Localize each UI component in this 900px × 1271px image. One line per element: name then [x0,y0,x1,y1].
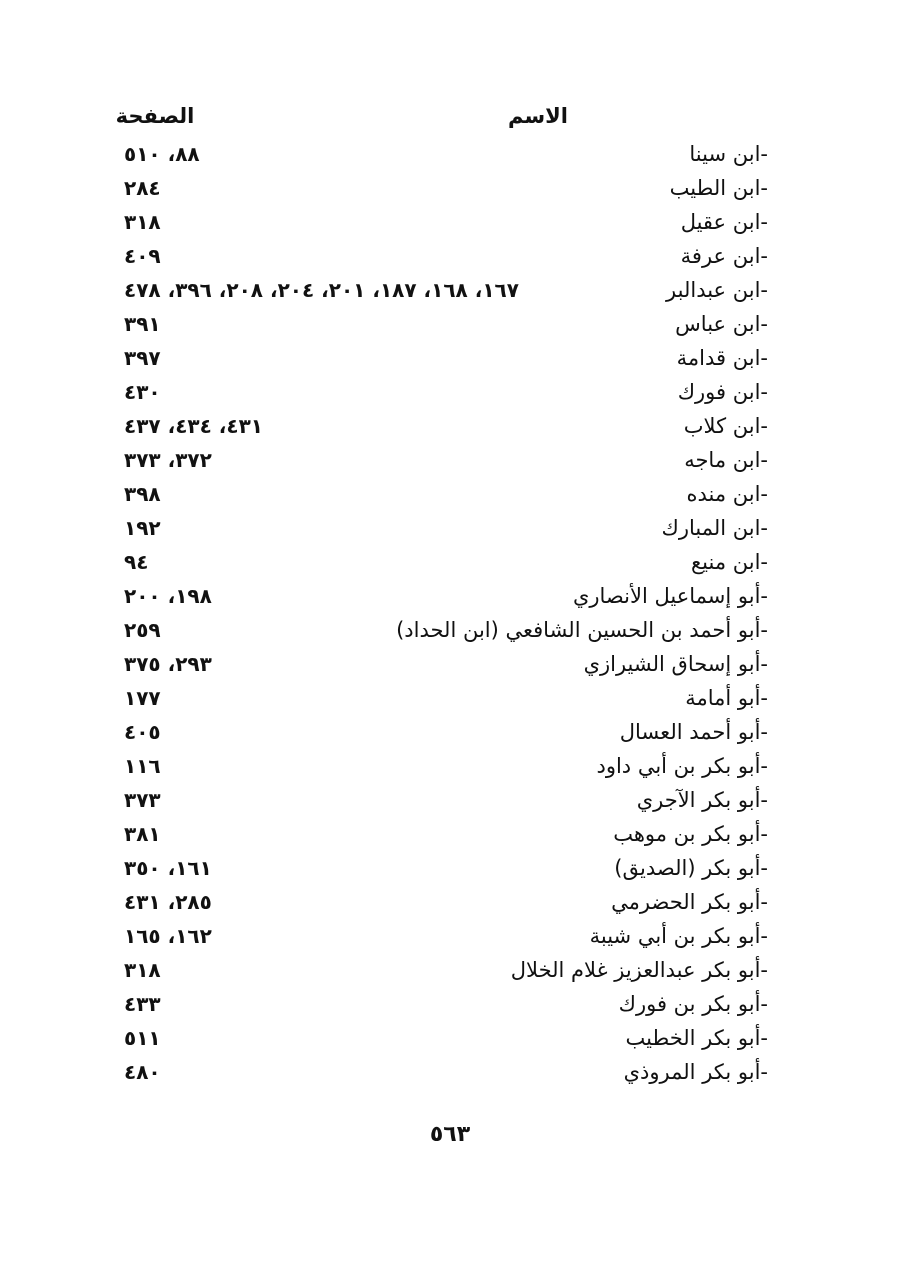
entry-name: -أبو بكر الآجري [636,788,768,812]
index-entry [0,480,900,514]
index-entry [0,140,900,174]
index-list [0,140,900,1092]
entry-name: -أبو إسماعيل الأنصاري [572,584,768,608]
name-column-heading: الاسم [508,104,568,128]
entry-name: -ابن عباس [675,312,768,336]
index-entry [0,956,900,990]
page-column-heading: الصفحة [115,104,195,128]
index-entry [0,378,900,412]
index-entry [0,990,900,1024]
entry-name: -ابن ماجه [684,448,768,472]
entry-name: -أبو بكر المروذي [623,1060,768,1084]
entry-pages: ٣٩١ [124,312,161,336]
entry-pages: ١٦٢، ١٦٥ [124,924,212,948]
entry-pages: ٤٣٣ [124,992,161,1016]
entry-pages: ٣٧٢، ٣٧٣ [124,448,212,472]
entry-name: -أبو بكر الحضرمي [611,890,768,914]
entry-pages: ٢٥٩ [124,618,161,642]
entry-name: -ابن عبدالبر [666,278,768,302]
entry-pages: ٣٧٣ [124,788,161,812]
index-entry [0,174,900,208]
entry-name: -أبو بكر (الصديق) [614,856,768,880]
entry-pages: ٢٩٣، ٣٧٥ [124,652,212,676]
entry-name: -ابن الطيب [669,176,768,200]
entry-pages: ٣١٨ [124,210,161,234]
entry-pages: ١٦٧، ١٦٨، ١٨٧، ٢٠١، ٢٠٤، ٢٠٨، ٣٩٦، ٤٧٨ [124,278,519,302]
index-entry [0,786,900,820]
entry-name: -أبو بكر بن موهب [613,822,768,846]
index-entry [0,276,900,310]
index-entry [0,616,900,650]
entry-pages: ١٩٨، ٢٠٠ [124,584,212,608]
index-entry [0,242,900,276]
entry-pages: ٤٨٠ [124,1060,161,1084]
index-header [0,104,900,138]
index-entry [0,854,900,888]
entry-name: -ابن عرفة [680,244,768,268]
index-entry [0,582,900,616]
entry-name: -ابن كلاب [683,414,768,438]
index-entry [0,718,900,752]
entry-pages: ١١٦ [124,754,161,778]
index-entry [0,888,900,922]
index-entry [0,514,900,548]
entry-name: -أبو بكر بن أبي شيبة [589,924,768,948]
entry-name: -أبو إسحاق الشيرازي [583,652,768,676]
entry-pages: ١٩٢ [124,516,161,540]
entry-pages: ٤٣٠ [124,380,161,404]
entry-pages: ٥١١ [124,1026,161,1050]
entry-name: -أبو أحمد بن الحسين الشافعي (ابن الحداد) [396,618,768,642]
index-entry [0,310,900,344]
page-number: ٥٦٣ [429,1122,471,1147]
entry-name: -أبو بكر بن أبي داود [596,754,768,778]
entry-pages: ٩٤ [124,550,149,574]
entry-pages: ٤٠٥ [124,720,161,744]
entry-name: -ابن قدامة [676,346,768,370]
entry-pages: ١٦١، ٣٥٠ [124,856,212,880]
index-entry [0,446,900,480]
entry-pages: ١٧٧ [124,686,161,710]
entry-name: -ابن عقيل [680,210,768,234]
index-entry [0,922,900,956]
entry-pages: ٤٣١، ٤٣٤، ٤٣٧ [124,414,263,438]
index-entry [0,1024,900,1058]
index-entry [0,650,900,684]
entry-pages: ٢٨٤ [124,176,161,200]
entry-name: -ابن سينا [689,142,768,166]
index-entry [0,344,900,378]
entry-name: -أبو بكر عبدالعزيز غلام الخلال [510,958,768,982]
index-entry [0,1058,900,1092]
entry-name: -أبو بكر بن فورك [618,992,768,1016]
entry-name: -ابن المبارك [661,516,768,540]
index-entry [0,752,900,786]
entry-name: -ابن منده [686,482,768,506]
entry-name: -أبو بكر الخطيب [625,1026,768,1050]
entry-pages: ٣٩٨ [124,482,161,506]
entry-pages: ٨٨، ٥١٠ [124,142,200,166]
entry-pages: ٣٩٧ [124,346,161,370]
entry-name: -ابن منيع [690,550,768,574]
entry-name: -ابن فورك [677,380,768,404]
index-entry [0,208,900,242]
entry-name: -أبو أحمد العسال [619,720,768,744]
entry-name: -أبو أمامة [685,686,768,710]
index-entry [0,684,900,718]
index-entry [0,412,900,446]
entry-pages: ٤٠٩ [124,244,161,268]
entry-pages: ٢٨٥، ٤٣١ [124,890,212,914]
entry-pages: ٣٨١ [124,822,161,846]
index-entry [0,548,900,582]
index-entry [0,820,900,854]
entry-pages: ٣١٨ [124,958,161,982]
